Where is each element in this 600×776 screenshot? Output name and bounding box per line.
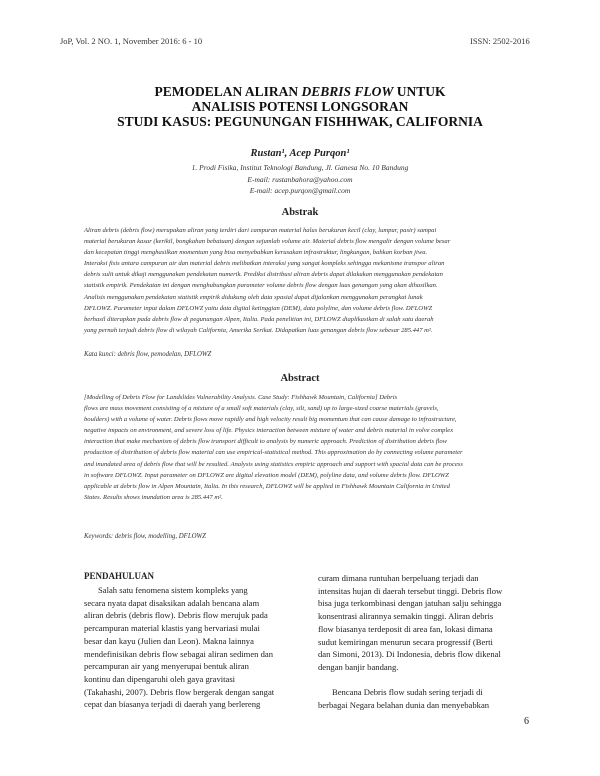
body-line: intensitas hujan di daerah tersebut tinggi. Debris flow xyxy=(318,585,503,596)
abstract-line: interaction that make mechanism of debris flow transport difficult to analysis by numeric approach. Prediction of distribution debris flow xyxy=(84,438,448,446)
abstrak-line: debris sulit untuk dikaji menggunakan pendekatan numerik. Prediksi distribusi aliran debris dapat dilakukan menggunakan pendekatan xyxy=(84,271,443,279)
title-line1-post: UNTUK xyxy=(393,84,446,99)
abstract-line: and inundated area of debris flow that will be resulted. Analysis using statistics empiric approach and support with spacial data can be process xyxy=(84,460,463,468)
title-line2: ANALISIS POTENSI LONGSORAN xyxy=(191,99,409,114)
abstrak-body xyxy=(84,225,516,336)
paper-title xyxy=(60,84,540,129)
body-line: konsentrasi alirannya semakin tinggi. Aliran debris xyxy=(318,611,494,622)
body-line: besar dan kayu (Julien dan Leon). Makna lainnya xyxy=(84,635,254,646)
affiliation: 1. Prodi Fisika, Institut Teknologi Bandung, Jl. Ganesa No. 10 Bandung xyxy=(191,163,409,172)
body-line: dengan banjir bandang. xyxy=(318,661,399,672)
abstrak-line: yang pernah terjadi debris flow di wilayah California, Amerika Serikat. Didapatkan luas genangan debris flow sebesar 285.447 m². xyxy=(84,326,433,334)
body-line: Bencana Debris flow sudah sering terjadi di xyxy=(332,687,483,697)
section-heading-pendahuluan: PENDAHULUAN xyxy=(84,571,155,581)
abstract-line: [Modelling of Debris Flow for Landslides Vulnerability Analysis. Case Study: Fishhawk Mountain, California] Debris xyxy=(84,394,398,401)
abstrak-line: material berukuran kasar (kerikil, bongkahan bebatuan) dengan sejumlah volume air. Material debris flow mengalir dengan volume besar xyxy=(84,238,451,246)
abstract-line: in software DFLOWZ. Input parameter on DFLOWZ are digital elevation model (DEM), polyline data, and volume debris flow. DFLOWZ xyxy=(84,471,449,479)
body-line: sudut kemiringan menurun secara progressif (Berti xyxy=(318,636,493,647)
right-column xyxy=(318,572,516,674)
abstract-keywords: Keywords: debris flow, modelling, DFLOWZ xyxy=(84,533,206,540)
abstrak-heading: Abstrak xyxy=(281,207,319,218)
email-2: E-mail: acep.purqon@gmail.com xyxy=(249,186,351,195)
abstract-line: production of distribution of debris flow material can use empirical-statistical method. This approximation do by connecting volume parameter xyxy=(84,449,463,457)
abstrak-line: Interaksi fisis antara campuran air dan material debris melibatkan interaksi yang sangat kompleks sehingga mekanisme transpor aliran xyxy=(84,260,445,268)
abstrak-line: dan kecepatan tinggi menghasilkan momentum yang bisa menyebabkan kerusakan infrastruktur, lingkungan, bahkan korban jiwa. xyxy=(84,249,428,257)
abstrak-line: DFLOWZ. Parameter input dalam DFLOWZ yaitu data digital ketinggian (DEM), data polyline, dan volume debris flow. DFLOWZ xyxy=(84,304,433,312)
abstract-heading: Abstract xyxy=(280,373,320,384)
abstrak-line: Aliran debris (debris flow) merupakan aliran yang terdiri dari campuran material halus berukuran kecil (clay, lumpur, pasir) sampai xyxy=(84,227,437,234)
body-line: (Takahashi, 2007). Debris flow bergerak dengan sangat xyxy=(84,686,275,697)
abstract-line: flows are mass movement consisting of a mixture of a small soft materials (clay, silt, sand) up to large-sized coarse materials (gravels, xyxy=(84,405,439,413)
author-names: Rustan¹, Acep Purqon¹ xyxy=(250,148,350,159)
abstrak-line: berhasil diterapkan pada debris flow di pegunungan Alpen, Italia. Pada penelitian ini, DFLOWZ diaplikasikan di salah satu daerah xyxy=(84,315,434,323)
abstract-line: applicable at debris flow in Alpen Mountain, Italia. In this research, DFLOWZ will be applied in Fishhawk Mountain California in United xyxy=(84,482,450,490)
body-line: percampuran air yang menyerupai bentuk aliran xyxy=(84,661,249,672)
issn-header: ISSN: 2502-2016 xyxy=(470,36,530,46)
body-line: curam dimana runtuhan berpeluang terjadi dan xyxy=(318,573,479,583)
body-line: berbagai Negara belahan dunia dan menyebabkan xyxy=(318,699,490,710)
abstrak-line: Analisis menggunakan pendekatan statistik empirik didukung oleh data spasial dapat dijalankan menggunakan perangkat lunak xyxy=(84,293,423,301)
abstract-line: States. Results shows inundation area is 285.447 m². xyxy=(84,493,223,501)
abstract-line: boulders) with a volume of water. Debris flows move rapidly and high velocity result big momentum that can cause damage to infrastructure, xyxy=(84,416,457,424)
title-line1-pre: PEMODELAN ALIRAN xyxy=(154,84,302,99)
journal-header: JoP, Vol. 2 NO. 1, November 2016: 6 - 10 xyxy=(60,36,203,46)
body-line: percampuran material klastis yang bervariasi mulai xyxy=(84,623,260,634)
title-line1-italic: DEBRIS FLOW xyxy=(301,84,394,99)
body-line: secara nyata dapat disaksikan adalah bencana alam xyxy=(84,597,260,608)
body-line: aliran debris (debris flow). Debris flow merujuk pada xyxy=(84,610,268,621)
email-1: E-mail: rustanbahora@yahoo.com xyxy=(247,175,353,184)
abstract-line: negative impacts on environment, and severe loss of life. Physics interaction between mixture of water and debris material in volve complex xyxy=(84,427,454,435)
abstrak-line: statistik empirik. Pendekatan ini dengan menghubungkan parameter volume debris flow dengan luas genangan yang akan dihasilkan. xyxy=(84,282,438,290)
body-line: dan Simoni, 2013). Di Indonesia, debris flow dikenal xyxy=(318,649,501,660)
abstract-body xyxy=(84,392,516,503)
right-column-para2 xyxy=(318,686,516,711)
page-number: 6 xyxy=(524,716,529,727)
body-line: flow biasanya terdeposit di area fan, lokasi dimana xyxy=(318,623,493,634)
abstrak-keywords: Kata kunci: debris flow, pemodelan, DFLOWZ xyxy=(84,351,212,358)
left-column xyxy=(84,584,276,711)
body-line: kontinu dan dipengaruhi oleh gaya gravitasi xyxy=(84,673,236,684)
title-line3: STUDI KASUS: PEGUNUNGAN FISHHWAK, CALIFORNIA xyxy=(117,114,483,129)
body-line: Salah satu fenomena sistem kompleks yang xyxy=(98,585,248,595)
body-line: mendefinisikan debris flow sebagai aliran sedimen dan xyxy=(84,648,274,659)
body-line: bisa juga terkombinasi dengan jatuhan salju sehingga xyxy=(318,598,502,609)
body-line: cepat dan biasanya terjadi di daerah yang berlereng xyxy=(84,699,261,710)
